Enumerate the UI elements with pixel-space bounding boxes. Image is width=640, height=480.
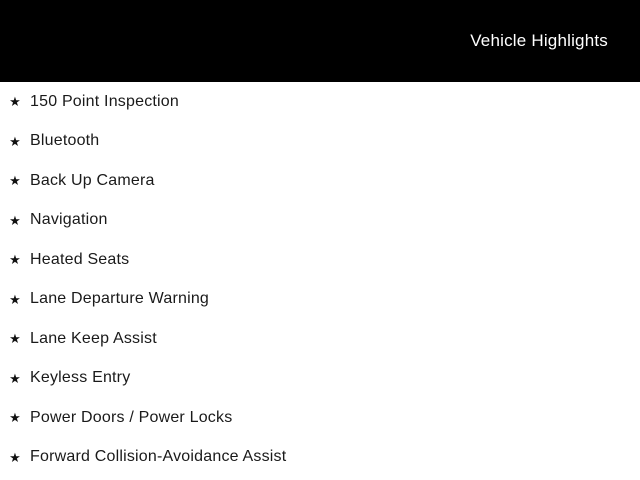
- highlight-item: [0, 280, 640, 320]
- highlight-label: Power Doors / Power Locks: [30, 408, 233, 426]
- star-icon: ★: [9, 252, 21, 268]
- highlight-label: Keyless Entry: [30, 369, 131, 387]
- highlight-item: [0, 438, 640, 478]
- star-icon: ★: [9, 212, 21, 228]
- star-icon: ★: [9, 133, 21, 149]
- star-icon: ★: [9, 370, 21, 386]
- star-icon: ★: [9, 291, 21, 307]
- highlight-item: [0, 161, 640, 201]
- highlight-item: [0, 359, 640, 399]
- star-icon: ★: [9, 331, 21, 347]
- header-bar: [0, 0, 640, 82]
- highlight-label: Back Up Camera: [30, 171, 155, 189]
- page-title: Vehicle Highlights: [470, 31, 608, 50]
- highlight-label: 150 Point Inspection: [30, 92, 179, 110]
- highlight-label: Heated Seats: [30, 250, 130, 268]
- highlight-label: Lane Keep Assist: [30, 329, 157, 347]
- highlight-label: Lane Departure Warning: [30, 290, 210, 308]
- star-icon: ★: [9, 94, 21, 110]
- highlight-label: Forward Collision-Avoidance Assist: [30, 448, 287, 466]
- highlight-label: Navigation: [30, 211, 108, 229]
- star-icon: ★: [9, 410, 21, 426]
- star-icon: ★: [9, 173, 21, 189]
- highlight-item: [0, 398, 640, 438]
- highlights-list: [0, 82, 640, 477]
- highlight-item: [0, 122, 640, 162]
- highlight-item: [0, 319, 640, 359]
- highlight-label: Bluetooth: [30, 132, 100, 150]
- highlight-item: [0, 201, 640, 241]
- star-icon: ★: [9, 449, 21, 465]
- highlight-item: [0, 82, 640, 122]
- highlight-item: [0, 240, 640, 280]
